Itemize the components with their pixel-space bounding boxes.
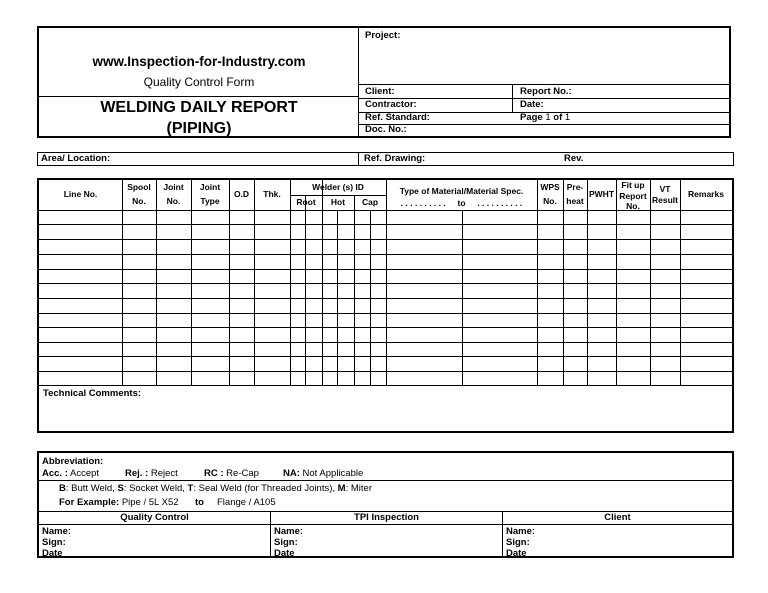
sig-tpi-heading: TPI Inspection	[271, 512, 502, 525]
col-root: Root	[296, 197, 316, 207]
abbr-rc-key: RC :	[204, 468, 224, 479]
welding-log-table	[37, 178, 734, 433]
contractor-label: Contractor:	[365, 99, 417, 110]
abbr-m-val: : Miter	[345, 483, 372, 494]
abbr-rej-val: Reject	[150, 468, 178, 479]
col-pwht: PWHT	[588, 189, 615, 199]
technical-comments-label: Technical Comments:	[43, 388, 142, 399]
abbr-b-key: B	[59, 483, 66, 494]
col-wps	[537, 182, 563, 206]
sig-qc-date-label: Date	[42, 548, 63, 559]
abbr-acc-val: Accept	[70, 468, 100, 479]
abbr-m-key: M	[337, 483, 346, 494]
area-location-row	[37, 152, 734, 166]
sig-client-name-label: Name:	[506, 526, 536, 537]
example-dest: Flange / A105	[217, 497, 276, 508]
col-vt-line2: Result	[652, 194, 678, 205]
abbr-acc-key: Acc. :	[42, 468, 68, 479]
col-remarks: Remarks	[688, 189, 724, 199]
example-to: to	[195, 497, 204, 508]
abbreviation-title: Abbreviation:	[42, 456, 104, 467]
abbreviation-and-signatures	[37, 451, 734, 558]
col-joint-line1: Joint	[163, 182, 184, 192]
report-header	[37, 26, 731, 138]
sig-quality-control	[39, 512, 271, 557]
page-indicator	[520, 112, 570, 123]
header-left-block	[39, 28, 359, 136]
sig-tpi-name-label: Name:	[274, 526, 304, 537]
col-joint-type-line1: Joint	[199, 182, 221, 192]
abbr-t-val: : Seal Weld (for Threaded Joints),	[193, 483, 336, 494]
col-thk: Thk.	[263, 189, 281, 199]
abbr-weld-types	[59, 483, 372, 494]
page-current: 1	[545, 112, 551, 123]
abbr-example	[59, 497, 179, 508]
col-line-no: Line No.	[63, 189, 98, 199]
project-label: Project:	[365, 30, 401, 41]
abbr-recap	[204, 468, 259, 479]
col-spool-line1: Spool	[127, 182, 151, 192]
col-joint-type-line2: Type	[200, 195, 220, 206]
sig-qc-name-label: Name:	[42, 526, 72, 537]
col-cap: Cap	[361, 197, 379, 207]
col-preheat	[563, 182, 587, 206]
sig-client-date-label: Date	[506, 548, 527, 559]
col-preheat-line1: Pre-	[566, 182, 584, 192]
example-label: For Example:	[59, 497, 120, 508]
abbr-reject	[125, 468, 178, 479]
col-joint-type	[191, 182, 229, 206]
report-no-label: Report No.:	[520, 86, 572, 97]
sig-client	[503, 512, 732, 557]
report-title-block	[39, 96, 359, 136]
col-fitup	[616, 180, 650, 212]
sig-client-heading: Client	[503, 512, 732, 525]
page-of: of	[553, 112, 563, 123]
signature-block	[39, 511, 732, 559]
col-od: O.D	[233, 189, 250, 199]
area-location-label: Area/ Location:	[41, 153, 111, 164]
col-material: Type of Material/Material Spec.	[399, 186, 524, 196]
rev-label: Rev.	[564, 153, 584, 164]
form-name: Quality Control Form	[143, 75, 255, 89]
client-label: Client:	[365, 86, 395, 97]
col-wps-line2: No.	[543, 195, 557, 206]
col-spool-line2: No.	[132, 195, 146, 206]
sig-qc-sign-label: Sign:	[42, 537, 66, 548]
abbr-s-val: : Socket Weld,	[123, 483, 185, 494]
sig-tpi-inspection	[271, 512, 503, 557]
col-joint-line2: No.	[166, 195, 181, 206]
abbr-na-key: NA:	[283, 468, 300, 479]
abbr-na-val: Not Applicable	[302, 468, 364, 479]
col-vt-line1: VT	[659, 184, 671, 194]
col-hot: Hot	[330, 197, 346, 207]
page-total: 1	[564, 112, 571, 123]
col-preheat-line2: heat	[566, 195, 584, 206]
col-fitup-line2: Report	[619, 190, 647, 201]
abbr-t-key: T	[187, 483, 194, 494]
example-from: Pipe / 5L X52	[121, 497, 179, 508]
col-joint-no	[156, 182, 191, 206]
date-label: Date:	[520, 99, 544, 110]
col-wps-line1: WPS	[540, 182, 560, 192]
col-welder-id: Welder (s) ID	[312, 182, 364, 192]
sig-client-sign-label: Sign:	[506, 537, 530, 548]
doc-no-label: Doc. No.:	[365, 124, 407, 135]
sig-tpi-sign-label: Sign:	[274, 537, 298, 548]
material-dots-from: . . . . . . . . . .	[400, 198, 446, 208]
abbr-accept	[42, 468, 99, 479]
abbr-rc-val: Re-Cap	[226, 468, 259, 479]
page-label: Page	[520, 112, 543, 123]
abbr-na	[283, 468, 363, 479]
report-title: WELDING DAILY REPORT	[100, 99, 298, 116]
website-text: www.Inspection-for-Industry.com	[92, 54, 306, 69]
material-to: to	[457, 198, 466, 208]
abbr-rej-key: Rej. :	[125, 468, 149, 479]
material-dots-to: . . . . . . . . . .	[477, 198, 523, 208]
col-fitup-line1: Fit up	[621, 180, 645, 190]
report-subtitle: (PIPING)	[166, 120, 232, 137]
col-vt	[650, 184, 680, 205]
abbr-b-val: : Butt Weld,	[65, 483, 115, 494]
sig-qc-heading: Quality Control	[39, 512, 270, 525]
col-spool	[122, 182, 156, 206]
abbr-s-key: S	[117, 483, 124, 494]
ref-standard-label: Ref. Standard:	[365, 112, 430, 123]
ref-drawing-label: Ref. Drawing:	[364, 153, 426, 164]
sig-tpi-date-label: Date	[274, 548, 295, 559]
col-fitup-line3: No.	[626, 201, 640, 212]
col-material-sub	[386, 198, 537, 209]
